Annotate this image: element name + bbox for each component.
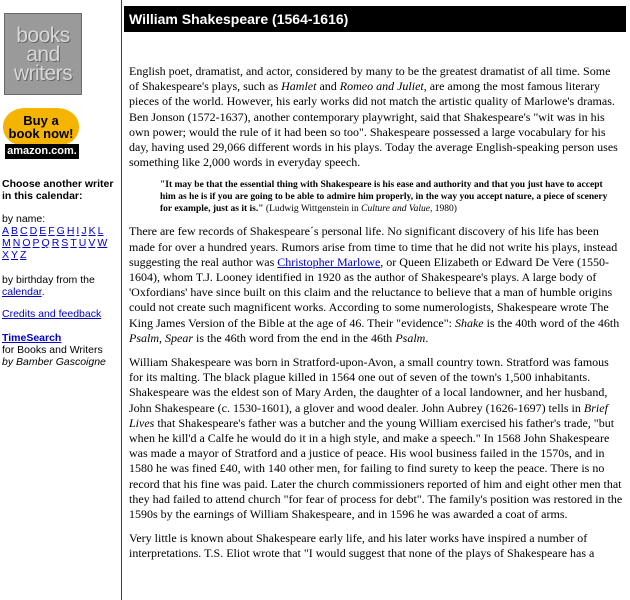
italic-word: Psalm bbox=[129, 330, 159, 345]
alphabet-index bbox=[2, 225, 118, 261]
credits-feedback-link[interactable]: Credits and feedback bbox=[2, 308, 102, 320]
buy-badge bbox=[3, 108, 79, 146]
letter-link-a[interactable]: A bbox=[2, 225, 10, 237]
timesearch-subtitle: for Books and Writers bbox=[2, 344, 103, 356]
letter-link-w[interactable]: W bbox=[97, 237, 108, 249]
paragraph-personal-life bbox=[129, 224, 623, 346]
title-bar bbox=[124, 6, 626, 32]
timesearch-block bbox=[2, 332, 118, 368]
letter-link-v[interactable]: V bbox=[88, 237, 96, 249]
text: There are few records of Shakespeare´s personal life. No significant discovery of his life has been made for over a hundred years. Rumors arise from time to time that he did not write his plays, instead suggesting the real author was bbox=[129, 224, 618, 269]
sidebar-divider bbox=[121, 0, 122, 600]
italic-word: Psalm bbox=[395, 330, 426, 345]
paragraph-early-life bbox=[129, 355, 623, 522]
timesearch-author: by Bamber Gascoigne bbox=[2, 356, 106, 368]
letter-link-d[interactable]: D bbox=[29, 225, 38, 237]
by-name-label: by name: bbox=[2, 213, 46, 225]
letter-link-t[interactable]: T bbox=[70, 237, 77, 249]
letter-link-z[interactable]: Z bbox=[20, 249, 27, 261]
calendar-link[interactable]: calendar bbox=[2, 286, 42, 298]
letter-link-f[interactable]: F bbox=[48, 225, 55, 237]
letter-link-m[interactable]: M bbox=[2, 237, 11, 249]
text: and bbox=[316, 79, 340, 94]
sidebar bbox=[0, 0, 118, 600]
letter-link-u[interactable]: U bbox=[78, 237, 87, 249]
letter-link-q[interactable]: Q bbox=[41, 237, 50, 249]
letter-link-n[interactable]: N bbox=[12, 237, 21, 249]
buy-line-1: Buy a bbox=[23, 113, 59, 128]
letter-link-h[interactable]: H bbox=[66, 225, 75, 237]
books-and-writers-logo[interactable] bbox=[4, 13, 82, 95]
text: . bbox=[425, 330, 429, 345]
letter-link-e[interactable]: E bbox=[39, 225, 47, 237]
logo-line-1: books bbox=[16, 23, 70, 47]
by-birthday-prefix: by birthday from the bbox=[2, 274, 95, 286]
text: , or Queen Elizabeth or Edward De Vere (1550-1604), whom T.J. Looney identified in 1920 as the author of Shakespeare's plays. A large body of 'Oxfordians' have since built on this claim and the reluctance to believe that a man of humble origins could not create such magnificent works. According to some numerologists, Shakespeare wrote The King James Version of the Bible at the age of 46. Their "evidence": bbox=[129, 254, 613, 330]
letter-link-p[interactable]: P bbox=[32, 237, 40, 249]
timesearch-link[interactable]: TimeSearch bbox=[2, 332, 62, 344]
letter-link-y[interactable]: Y bbox=[11, 249, 19, 261]
italic-word: Shake bbox=[454, 315, 484, 330]
letter-link-x[interactable]: X bbox=[2, 249, 10, 261]
quote-source: (Ludwig Wittgenstein in bbox=[263, 204, 362, 215]
by-birthday-suffix: . bbox=[41, 286, 45, 298]
text: English poet, dramatist, and actor, considered by many to be the greatest dramatist of all time. Some of Shakespeare's plays, such as bbox=[129, 64, 611, 94]
paragraph-later-works: Very little is known about Shakespeare early life, and his later works have inspired a number of interpretations. T.S. Eliot wrote that "I would suggest that none of the plays of Shakespeare has a bbox=[129, 531, 595, 561]
text: William Shakespeare was born in Stratford-upon-Avon, a small country town. Stratford was famous for its malting. The black plague killed in 1564 one out of seven of the town's 1,500 inhabitants. Shakespeare was the eldest son of Mary Arden, the daughter of a local landowner, and her husband, John Shakespeare (c. 1530-1601), a glover and wood dealer. John Aubrey (1626-1697) tells in bbox=[129, 355, 609, 415]
letter-link-g[interactable]: G bbox=[56, 225, 65, 237]
quote-year: , 1980) bbox=[429, 204, 457, 215]
title-romeo-and-juliet: Romeo and Juliet bbox=[339, 79, 424, 94]
buy-book-amazon-button[interactable] bbox=[3, 108, 79, 160]
buy-line-2: book now! bbox=[8, 126, 74, 141]
christopher-marlowe-link[interactable]: Christopher Marlowe bbox=[277, 254, 381, 269]
letter-link-b[interactable]: B bbox=[11, 225, 19, 237]
by-birthday-text bbox=[2, 274, 116, 298]
letter-link-c[interactable]: C bbox=[20, 225, 28, 237]
choose-writer-heading: Choose another writer in this calendar: bbox=[2, 178, 114, 202]
letter-link-l[interactable]: L bbox=[97, 225, 104, 237]
logo-line-3: writers bbox=[13, 61, 73, 85]
title-hamlet: Hamlet bbox=[281, 79, 317, 94]
text: is the 46th word from the end in the 46th bbox=[193, 330, 396, 345]
logo-line-2: and bbox=[26, 42, 60, 66]
paragraph-intro bbox=[129, 64, 623, 170]
letter-link-r[interactable]: R bbox=[51, 237, 60, 249]
text: , are among the most famous literary pieces of the world. However, his early works did not match the artistic quality of Marlowe's dramas. Ben Jonson (1572-1637), another contemporary playwright, said that Shakespeare's "wit was in his own power; would the rule of it had been so too". Shakespeare possessed a large vocabulary for his day, having used 29,066 different words in his plays. Today the average English-speaking person uses something like 2,000 words in everyday speech. bbox=[129, 79, 618, 170]
italic-word: Spear bbox=[165, 330, 193, 345]
title-brief-lives: Brief Lives bbox=[129, 400, 608, 430]
article-body bbox=[129, 64, 623, 571]
letter-link-j[interactable]: J bbox=[81, 225, 87, 237]
credits-container bbox=[2, 308, 101, 320]
letter-link-s[interactable]: S bbox=[61, 237, 69, 249]
text: that Shakespeare's father was a butcher and the young William exercised his father's trade, "but when he kill'd a Calfe he would do it in a high style, and make a speech." In 1568 John Shakespeare was made a mayor of Stratford and a justice of peace. His wool business failed in the 1570s, and in 1580 he was fined £40, with 140 other men, for failing to find surety to keep the peace. There is no record that his fine was paid. Later the church commissioners reported of him and eight other men that they had failed to attend church "for fear of process for debt". The family's position was restored in the 1590s by the earnings of William Shakespeare, and in 1596 he was awarded a coat of arms. bbox=[129, 415, 623, 522]
text: , bbox=[159, 330, 165, 345]
page-title: William Shakespeare (1564-1616) bbox=[129, 11, 349, 27]
letter-link-o[interactable]: O bbox=[22, 237, 31, 249]
letter-link-i[interactable]: I bbox=[76, 225, 80, 237]
quote-book-title: Culture and Value bbox=[361, 204, 430, 215]
letter-link-k[interactable]: K bbox=[88, 225, 96, 237]
text: is the 40th word of the 46th bbox=[483, 315, 620, 330]
wittgenstein-quote bbox=[129, 179, 623, 215]
amazon-label: amazon.com. bbox=[5, 144, 79, 159]
quote-text: "It may be that the essential thing with Shakespeare is his ease and authority and that you just have to accept him as he is if you are going to be able to admire him properly, in the way you accept nature, a piece of scenery for example, just as it is." bbox=[160, 180, 608, 215]
